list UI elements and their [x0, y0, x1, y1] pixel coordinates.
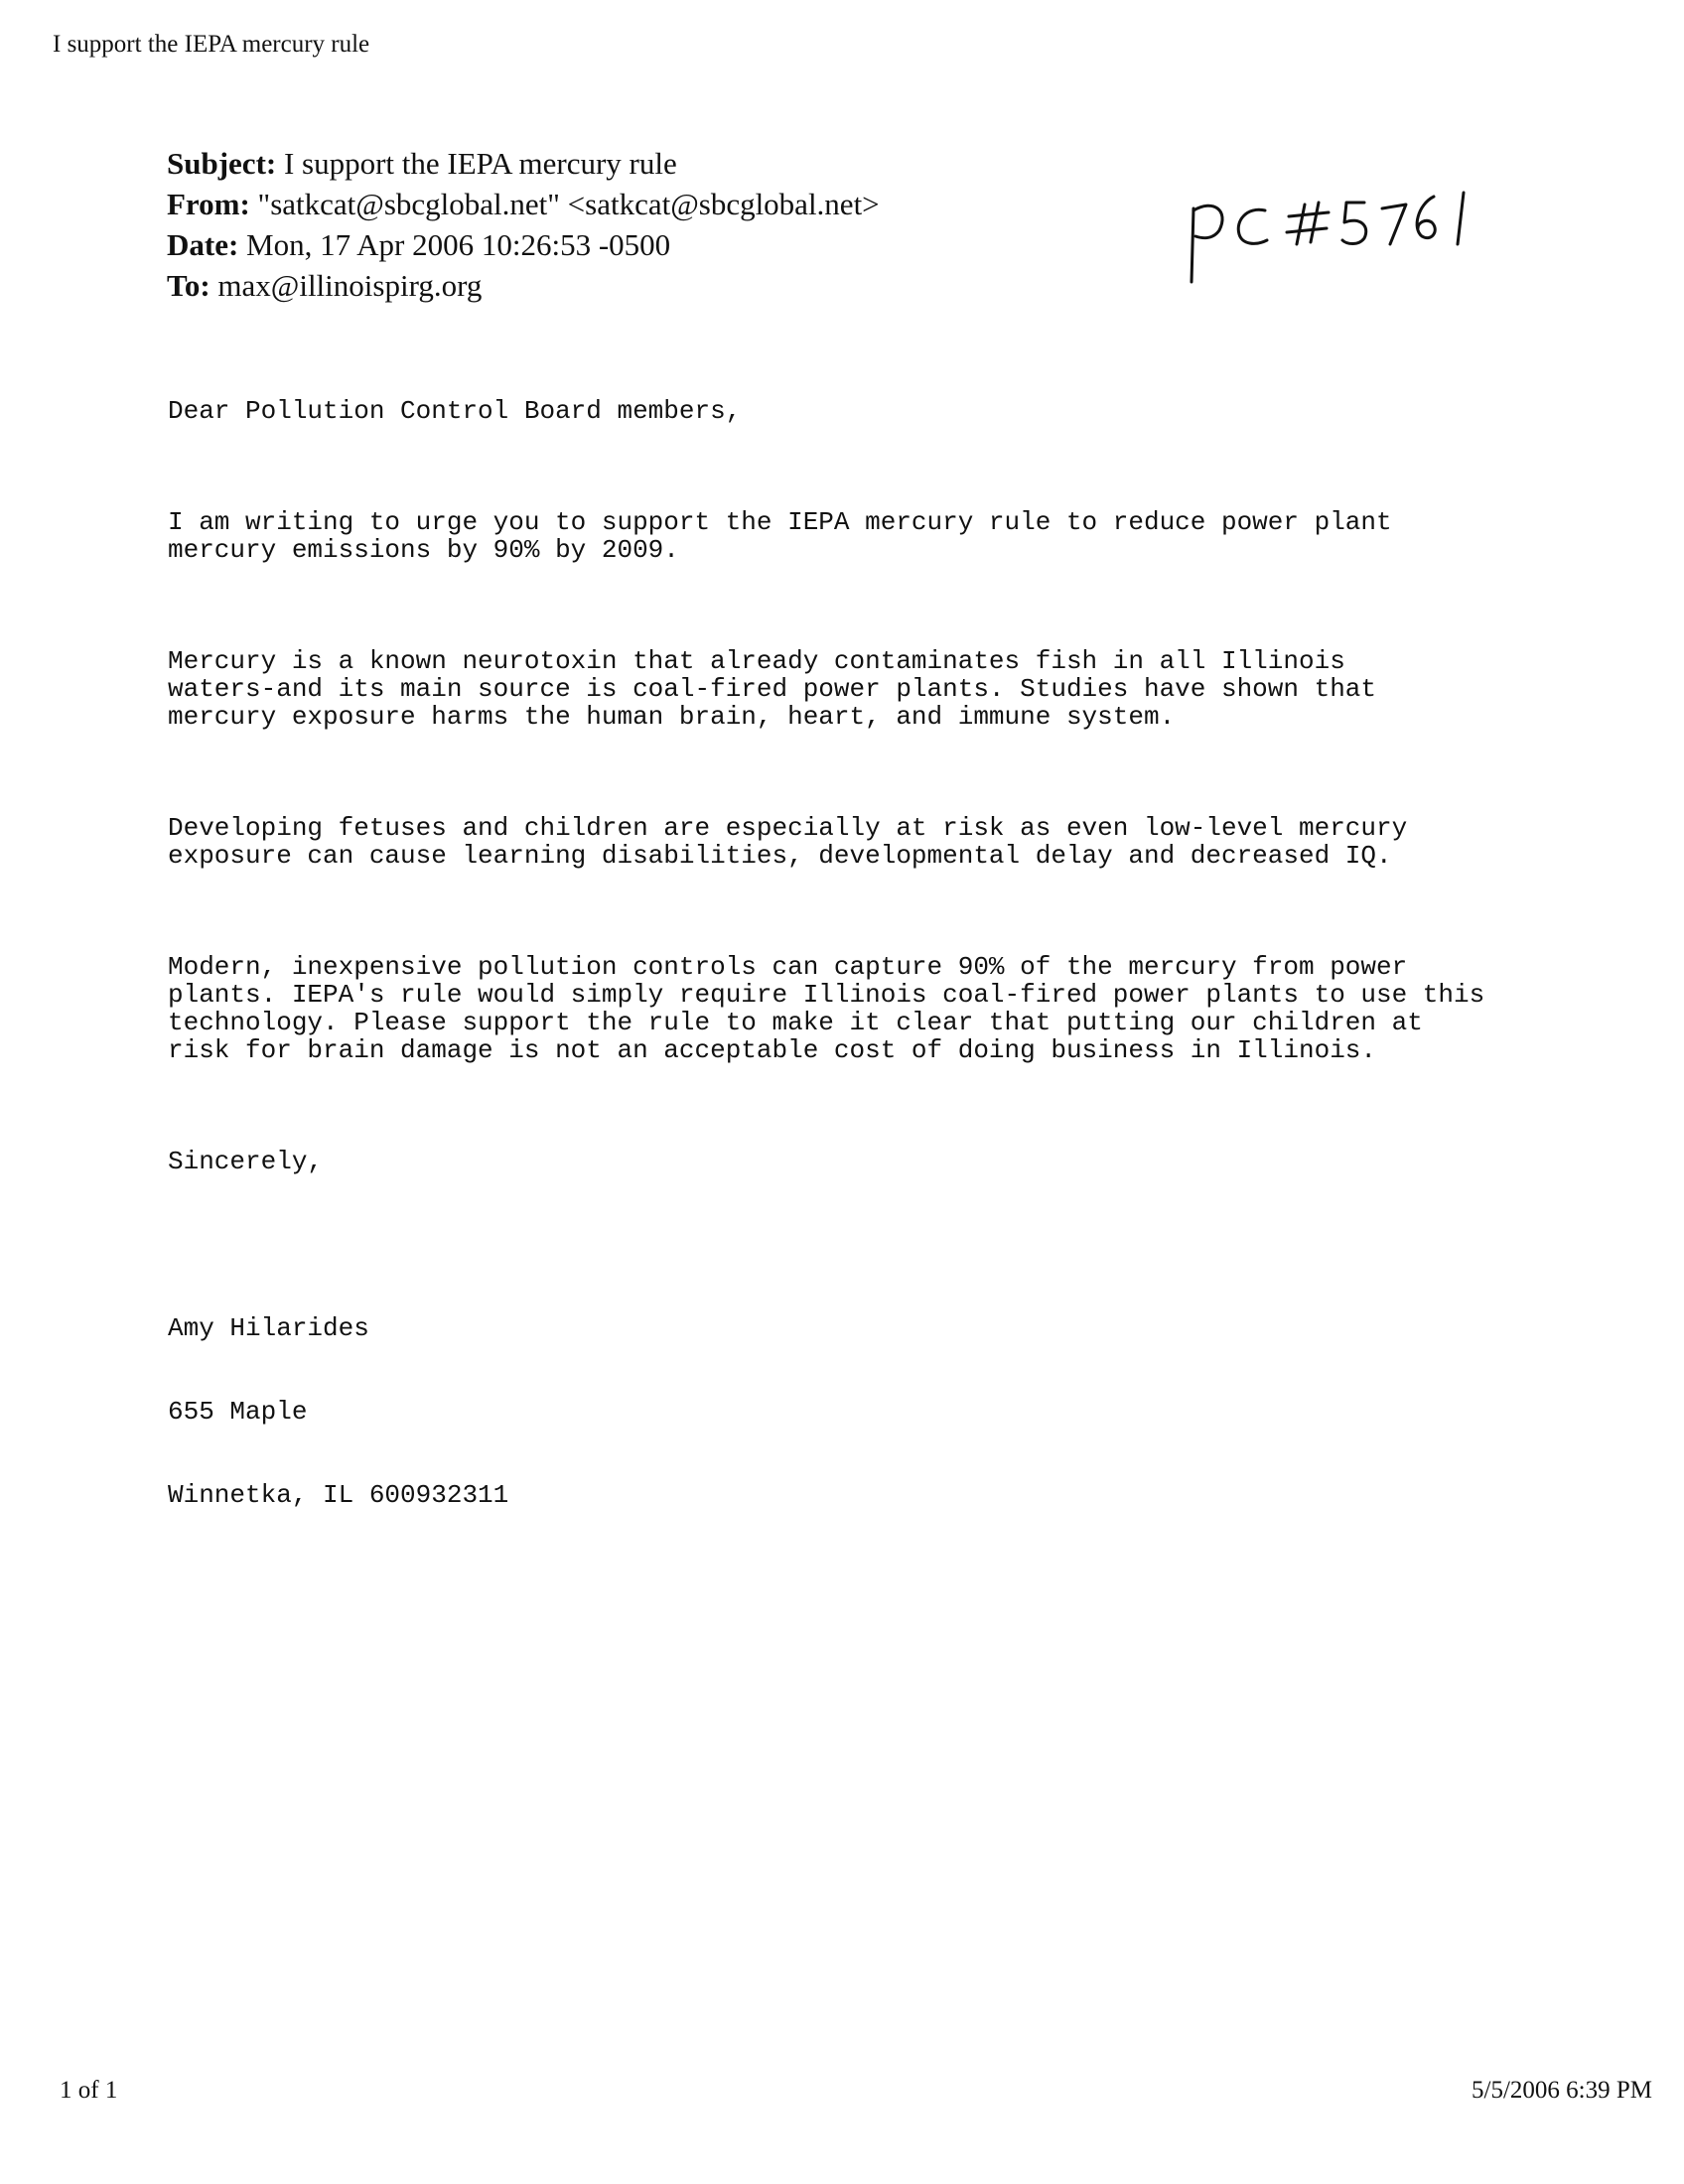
- from-value: "satkcat@sbcglobal.net" <satkcat@sbcglobal.net>: [257, 187, 880, 221]
- body-paragraph-4: Modern, inexpensive pollution controls can capture 90% of the mercury from power plants. IEPA's rule would simply require Illinois coal-fired power plants to use this technology. Please support the rule to make it clear that putting our children at risk for brain damage is not an acceptable cost of doing business in Illinois.: [168, 952, 1485, 1065]
- date-row: [167, 224, 880, 265]
- signature-street: 655 Maple: [168, 1397, 308, 1427]
- signature-city: Winnetka, IL 600932311: [168, 1480, 509, 1510]
- signature-block: [168, 1259, 1588, 1565]
- print-timestamp: 5/5/2006 6:39 PM: [1472, 2077, 1652, 2104]
- greeting: Dear Pollution Control Board members,: [168, 396, 742, 426]
- subject-label: Subject:: [167, 146, 277, 181]
- subject-value: I support the IEPA mercury rule: [283, 146, 677, 181]
- email-headers: [167, 143, 880, 306]
- body-paragraph-2: Mercury is a known neurotoxin that already contaminates fish in all Illinois waters-and its main source is coal-fired power plants. Studies have shown that mercury exposure harms the human brain, heart, and immune system.: [168, 646, 1376, 732]
- print-header-title: I support the IEPA mercury rule: [53, 31, 370, 58]
- subject-row: [167, 143, 880, 184]
- page-number: 1 of 1: [60, 2077, 118, 2104]
- closing: Sincerely,: [168, 1147, 324, 1176]
- from-row: [167, 184, 880, 224]
- date-label: Date:: [167, 227, 239, 262]
- handwritten-annotation: [1180, 187, 1477, 296]
- signature-name: Amy Hilarides: [168, 1313, 369, 1343]
- to-value: max@illinoispirg.org: [217, 268, 483, 303]
- to-label: To:: [167, 268, 210, 303]
- email-body: [168, 341, 1588, 1592]
- body-paragraph-3: Developing fetuses and children are especially at risk as even low-level mercury exposure can cause learning disabilities, developmental delay and decreased IQ.: [168, 813, 1408, 871]
- to-row: [167, 265, 880, 306]
- date-value: Mon, 17 Apr 2006 10:26:53 -0500: [246, 227, 671, 262]
- body-paragraph-1: I am writing to urge you to support the IEPA mercury rule to reduce power plant mercury emissions by 90% by 2009.: [168, 507, 1392, 565]
- from-label: From:: [167, 187, 250, 221]
